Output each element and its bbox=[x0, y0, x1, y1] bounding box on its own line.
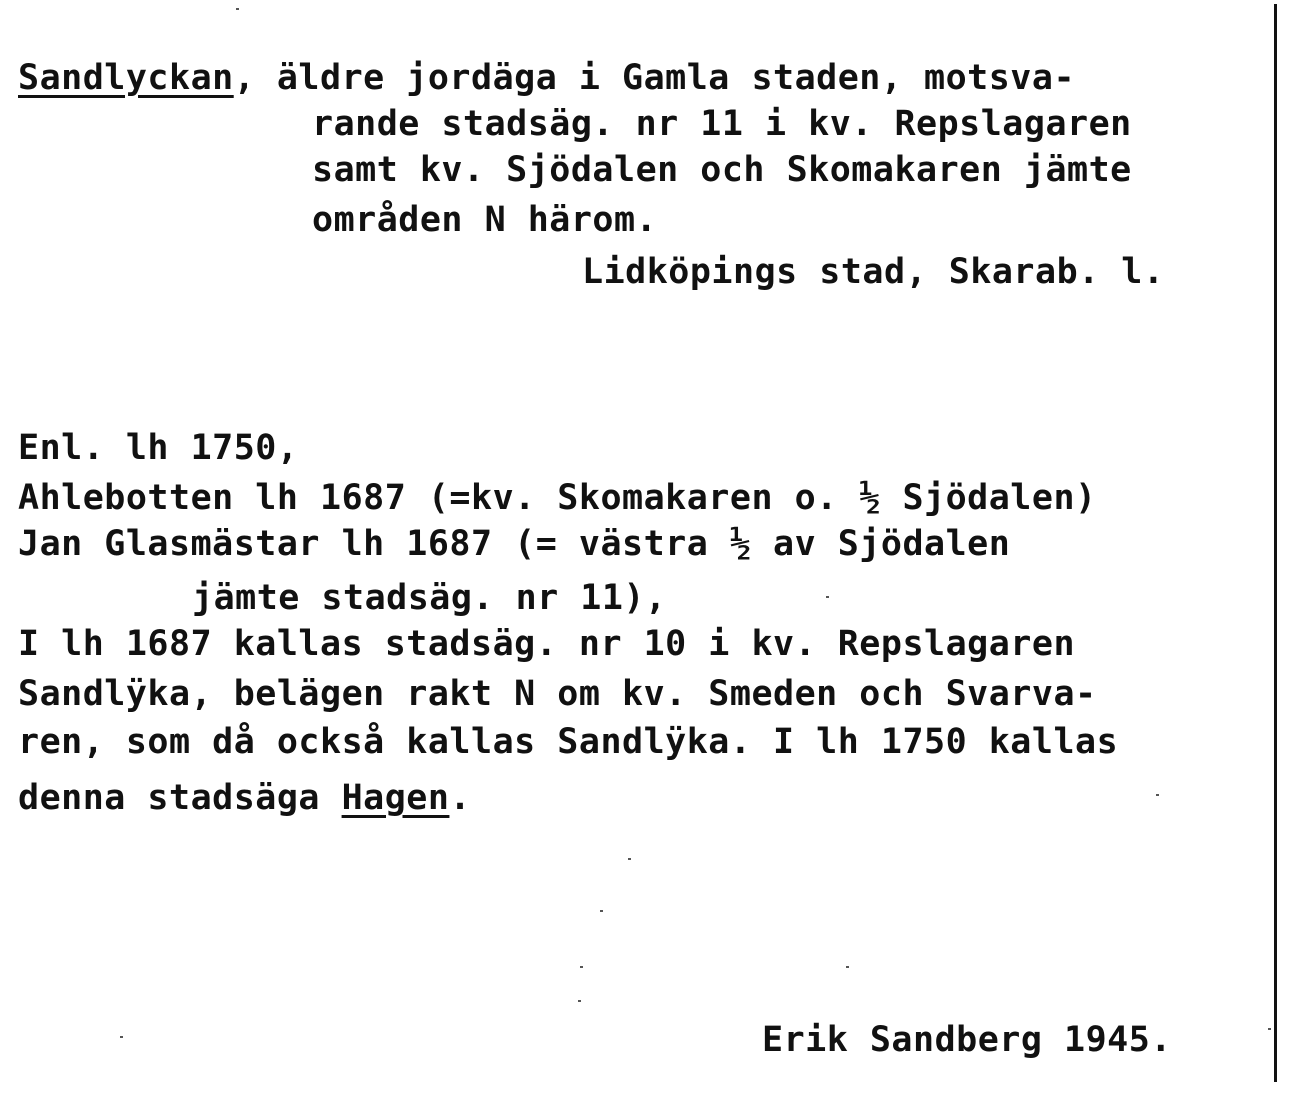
entry-keyword: Sandlyckan bbox=[18, 58, 234, 98]
header-line-2: rande stadsäg. nr 11 i kv. Repslagaren bbox=[312, 104, 1132, 144]
scan-speck bbox=[846, 966, 849, 968]
scan-speck bbox=[236, 8, 239, 10]
header-line-4: områden N härom. bbox=[312, 200, 658, 240]
underlined-name-hagen: Hagen bbox=[341, 778, 450, 818]
card-edge-line bbox=[1274, 4, 1277, 1082]
header-line-3: samt kv. Sjödalen och Skomakaren jämte bbox=[312, 150, 1132, 190]
scan-speck bbox=[600, 910, 603, 912]
scan-speck bbox=[578, 1000, 581, 1002]
body-line-4: jämte stadsäg. nr 11), bbox=[192, 578, 667, 618]
body-line-6: Sandlÿka, belägen rakt N om kv. Smeden och Svarva- bbox=[18, 674, 1097, 714]
scan-speck bbox=[826, 596, 829, 598]
body-line-2: Ahlebotten lh 1687 (=kv. Skomakaren o. ½ Sjödalen) bbox=[18, 478, 1097, 518]
body-line-7: ren, som då också kallas Sandlÿka. I lh 1750 kallas bbox=[18, 722, 1119, 762]
signature: Erik Sandberg 1945. bbox=[762, 1020, 1172, 1060]
header-line-1 bbox=[18, 58, 1075, 98]
body-line-5: I lh 1687 kallas stadsäg. nr 10 i kv. Repslagaren bbox=[18, 624, 1076, 664]
place-line: Lidköpings stad, Skarab. l. bbox=[582, 252, 1165, 292]
scan-speck bbox=[1156, 794, 1159, 796]
body-line-8-before: denna stadsäga bbox=[18, 778, 342, 818]
body-line-8 bbox=[18, 778, 471, 818]
body-line-8-after: . bbox=[449, 778, 472, 818]
scan-speck bbox=[120, 1036, 123, 1038]
scan-speck bbox=[580, 966, 583, 968]
body-line-1: Enl. lh 1750, bbox=[18, 428, 299, 468]
scan-speck bbox=[628, 858, 631, 860]
header-line-1-rest: , äldre jordäga i Gamla staden, motsva- bbox=[233, 58, 1076, 98]
scan-speck bbox=[1268, 1028, 1271, 1030]
body-line-3: Jan Glasmästar lh 1687 (= västra ½ av Sjödalen bbox=[18, 524, 1011, 564]
